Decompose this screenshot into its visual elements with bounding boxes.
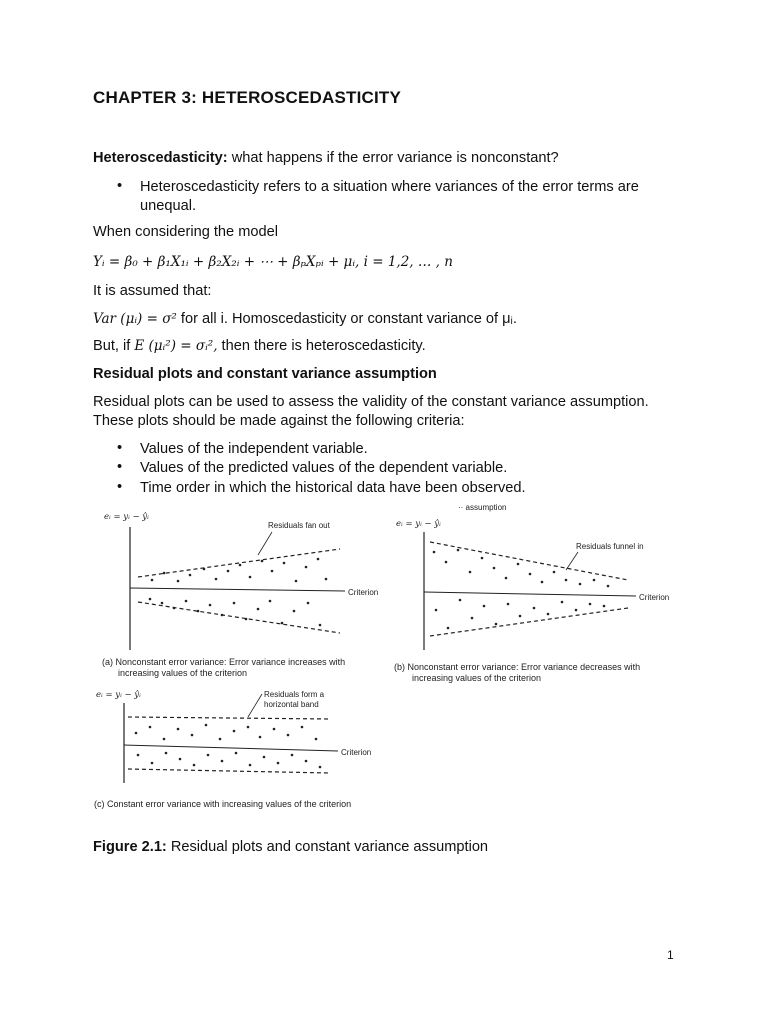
plot-c-lower-bound — [128, 769, 330, 773]
plot-b-axis-label: eᵢ = yᵢ − ŷᵢ — [396, 519, 441, 529]
intro-line — [93, 149, 559, 168]
bullet-marker: • — [117, 440, 123, 456]
hetero-line — [93, 337, 426, 356]
criteria-item: Time order in which the historical data have been observed. — [140, 480, 526, 496]
plot-c-annotation-line2: horizontal band — [264, 700, 319, 709]
plot-c-x-axis — [124, 745, 338, 751]
plot-c-annotation-line1: Residuals form a — [264, 690, 325, 699]
figure-caption-text: Residual plots and constant variance assumption — [170, 839, 489, 855]
plot-a-lower-bound — [138, 602, 340, 633]
plot-b-header-fragment: ·· assumption — [458, 503, 507, 512]
plot-a-annotation-pointer — [258, 532, 272, 555]
plot-a-upper-bound — [138, 549, 340, 577]
bullet-marker: • — [117, 459, 123, 475]
bullet-marker: • — [117, 178, 123, 194]
plot-b-x-label: Criterion — [639, 593, 670, 602]
plot-b-annotation: Residuals funnel in — [576, 542, 644, 551]
but-if: But, if — [93, 338, 131, 354]
criteria-item: Values of the predicted values of the dependent variable. — [140, 460, 508, 476]
intro-term: Heteroscedasticity: — [93, 150, 228, 166]
plot-b-x-axis — [424, 592, 636, 596]
assumed-text: It is assumed that: — [93, 283, 212, 299]
variance-line — [93, 310, 517, 329]
plot-c-caption: (c) Constant error variance with increasing values of the criterion — [94, 799, 352, 809]
variance-expression: Var (μᵢ) = σ² — [93, 311, 177, 327]
figure-caption-label: Figure 2.1: — [93, 839, 167, 855]
plot-a-points — [149, 558, 328, 627]
plot-b-annotation-pointer — [566, 552, 578, 570]
intro-bullet-line2: unequal. — [140, 198, 196, 214]
plot-a-caption-line1: (a) Nonconstant error variance: Error variance increases with — [102, 657, 346, 667]
chapter-title: CHAPTER 3: HETEROSCEDASTICITY — [93, 88, 402, 107]
criteria-item: Values of the independent variable. — [140, 441, 368, 457]
variance-text: for all i. Homoscedasticity or constant variance of μᵢ. — [180, 311, 517, 327]
residual-plot-b — [390, 500, 690, 690]
intro-bullet-line1: Heteroscedasticity refers to a situation where variances of the error terms are — [140, 179, 639, 195]
plot-c-annotation-pointer — [248, 694, 262, 717]
residual-plot-c — [92, 683, 392, 818]
plot-b-lower-bound — [430, 608, 628, 636]
hetero-expression: E (μᵢ²) = σᵢ², — [134, 338, 218, 354]
plot-a-axis-label: eᵢ = yᵢ − ŷᵢ — [104, 512, 149, 522]
plot-a-caption-line2: increasing values of the criterion — [118, 668, 248, 678]
plot-c-axis-label: eᵢ = yᵢ − ŷᵢ — [96, 690, 141, 700]
plot-a-x-axis — [130, 588, 345, 591]
figure-caption — [93, 838, 488, 857]
plot-b-caption-line1: (b) Nonconstant error variance: Error variance decreases with — [394, 662, 641, 672]
plot-b-points — [433, 549, 610, 630]
bullet-marker: • — [117, 479, 123, 495]
page-number: 1 — [667, 948, 674, 962]
section-heading: Residual plots and constant variance assumption — [93, 366, 437, 382]
hetero-text: then there is heteroscedasticity. — [221, 338, 426, 354]
section-para-line1: Residual plots can be used to assess the validity of the constant variance assumption. — [93, 394, 649, 410]
plot-c-x-label: Criterion — [341, 748, 372, 757]
plot-a-annotation: Residuals fan out — [268, 521, 330, 530]
residual-plot-a — [100, 505, 390, 685]
intro-question: what happens if the error variance is nonconstant? — [231, 150, 559, 166]
model-equation: Yᵢ = β₀ + β₁X₁ᵢ + β₂X₂ᵢ + ⋯ + βₚXₚᵢ + μᵢ, i = 1,2, … , n — [93, 254, 453, 270]
model-lead: When considering the model — [93, 224, 278, 240]
plot-c-upper-bound — [128, 717, 330, 719]
plot-a-x-label: Criterion — [348, 588, 379, 597]
plot-b-caption-line2: increasing values of the criterion — [412, 673, 542, 683]
section-para-line2: These plots should be made against the following criteria: — [93, 413, 465, 429]
